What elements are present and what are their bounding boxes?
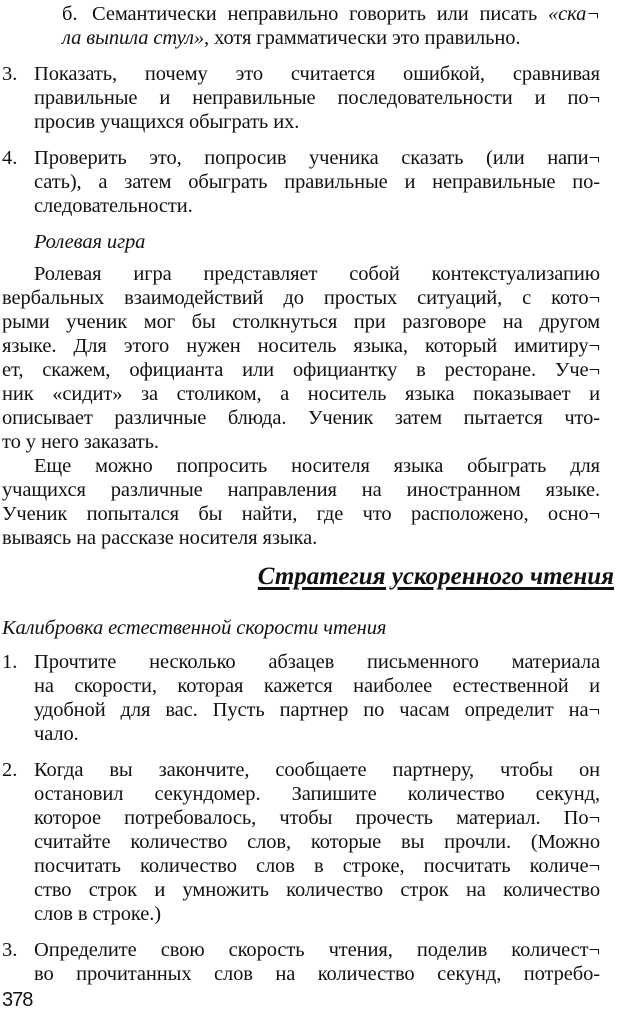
list-item-line: правильные и неправильные последовательности и по¬ [34, 87, 600, 109]
list-item-line: чало. [34, 723, 79, 745]
paragraph-line: учащихся различные направления на иностранном языке. [2, 479, 600, 501]
list-number: 1. [2, 651, 18, 673]
list-item-line: Показать, почему это считается ошибкой, сравнивая [34, 63, 600, 85]
subheading-calibration: Калибровка естественной скорости чтения [2, 617, 387, 639]
subheading-role-play: Ролевая игра [34, 231, 146, 253]
list-item-line: сать), а затем обыграть правильные и неправильные по- [34, 171, 600, 193]
paragraph-line: рыми ученик мог бы столкнуться при разговоре на другом [2, 311, 600, 333]
paragraph-line: ник «сидит» за столиком, а носитель языка показывает и [2, 383, 600, 405]
paragraph-line: Ролевая игра представляет собой контекстуализапию [34, 263, 600, 285]
list-item-line: остановил секундомер. Запишите количество секунд, [34, 783, 600, 805]
paragraph-line: ет, скажем, официанта или официантку в ресторане. Уче¬ [2, 359, 600, 381]
list-number: 4. [2, 147, 18, 169]
section-heading: Стратегия ускоренного чтения [257, 563, 614, 590]
list-item-line [92, 2, 600, 26]
paragraph-line: Еще можно попросить носителя языка обыграть для [34, 455, 600, 477]
list-number: 3. [2, 939, 18, 961]
list-number: 3. [2, 63, 18, 85]
list-item-line: Прочтите несколько абзацев письменного материала [34, 651, 600, 673]
paragraph-line: Ученик попытался бы найти, где что расположено, осно¬ [2, 503, 600, 525]
page-number: 378 [2, 989, 33, 1011]
paragraph-line: описывает различные блюда. Ученик затем пытается что- [2, 407, 600, 429]
paragraph-line: вываясь на рассказе носителя языка. [2, 527, 318, 549]
list-item-line: которое потребовалось, чтобы прочесть материал. По¬ [34, 807, 600, 829]
list-item-line [62, 26, 600, 50]
italic-text-run: «ска¬ [547, 3, 600, 25]
list-item-line: во прочитанных слов на количество секунд, потребо- [34, 963, 600, 985]
list-item-line: слов в строке.) [34, 903, 161, 925]
paragraph-line: вербальных взаимодействий до простых ситуаций, с кото¬ [2, 287, 600, 309]
italic-text-run: ла выпила стул», [62, 27, 210, 49]
paragraph-line: то у него заказать. [2, 431, 159, 453]
list-item-line: Определите свою скорость чтения, поделив количест¬ [34, 939, 600, 961]
text-run: хотя грамматически это правильно. [209, 27, 521, 49]
list-item-line: Проверить это, попросив ученика сказать (или напи¬ [34, 147, 600, 169]
list-item-line: следовательности. [34, 195, 193, 217]
list-item-line: ство строк и умножить количество строк на количество [34, 879, 600, 901]
list-item-line: Когда вы закончите, сообщаете партнеру, чтобы он [34, 759, 600, 781]
list-item-line: считайте количество слов, которые вы прочли. (Можно [34, 831, 600, 853]
list-item-line: просив учащихся обыграть их. [34, 111, 300, 133]
list-item-line: посчитать количество слов в строке, посчитать количе¬ [34, 855, 600, 877]
text-run: Семантически неправильно говорить или писать [92, 3, 548, 25]
list-item-line: на скорости, которая кажется наиболее естественной и [34, 675, 600, 697]
list-number: 2. [2, 759, 18, 781]
paragraph-line: языке. Для этого нужен носитель языка, который имитиру¬ [2, 335, 600, 357]
list-number: б. [62, 3, 78, 25]
list-item-line: удобной для вас. Пусть партнер по часам определит на¬ [34, 699, 600, 721]
